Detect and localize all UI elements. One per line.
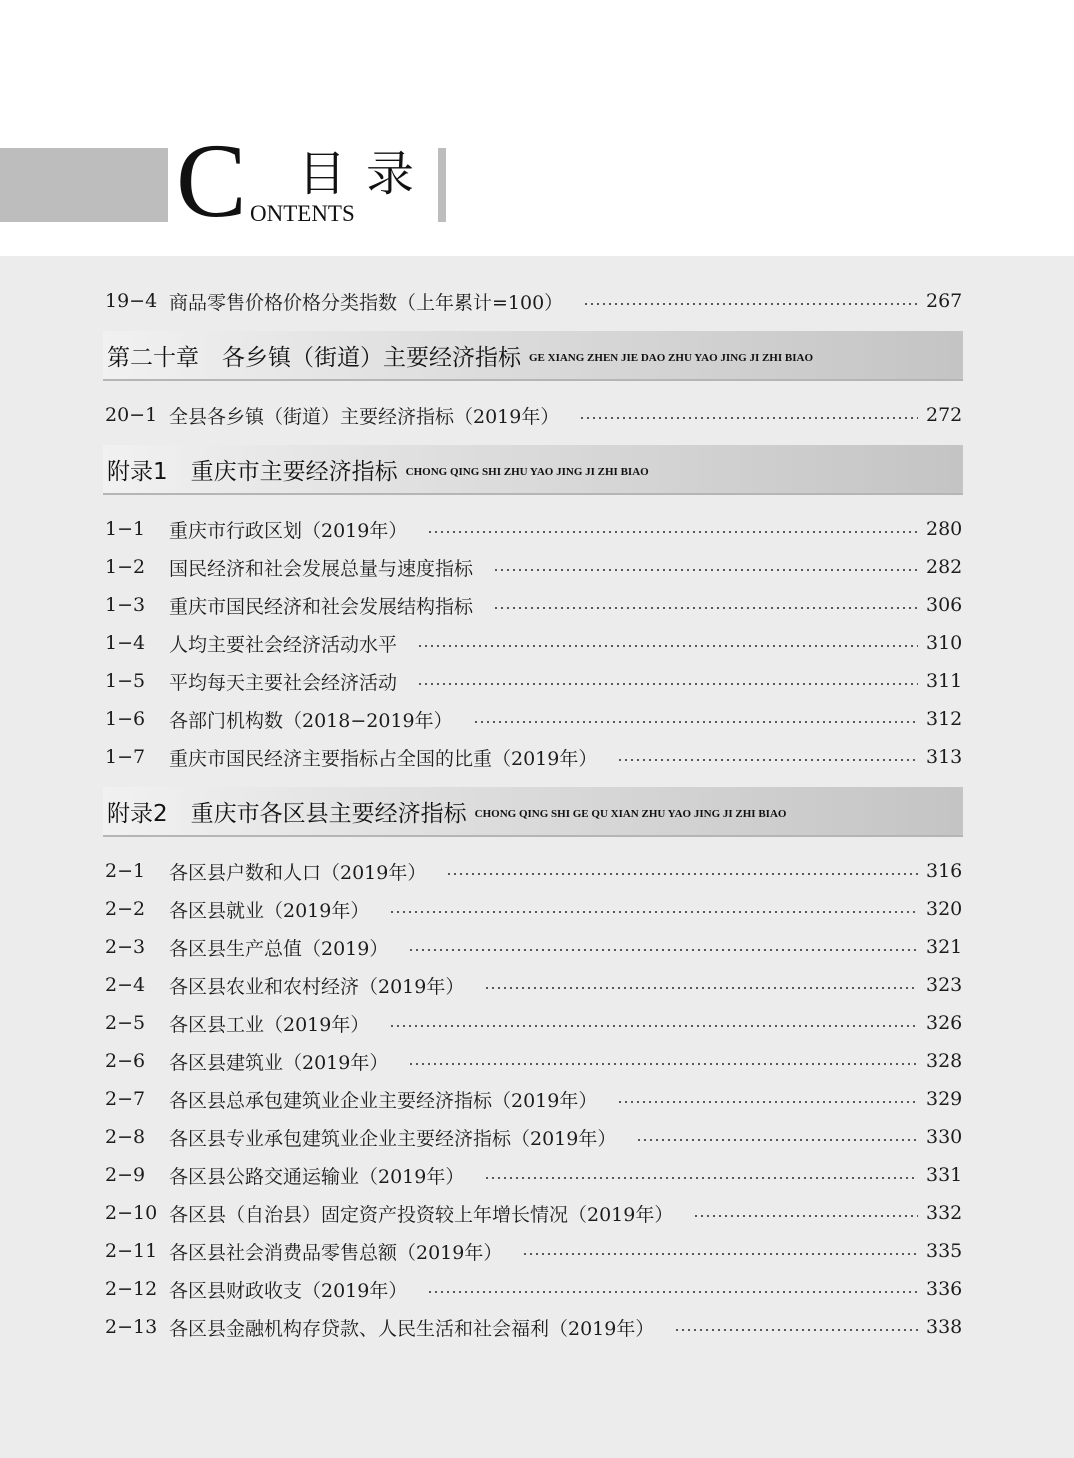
toc-leader-dots [693, 1215, 918, 1217]
toc-entry-title: 各区县专业承包建筑业企业主要经济指标（2019年） [169, 1127, 617, 1150]
toc-entry-page: 321 [926, 936, 963, 958]
toc-entry-page: 282 [926, 556, 963, 578]
toc-entry-page: 323 [926, 974, 963, 996]
toc-leader-dots [617, 759, 918, 761]
section-title-zh: 第二十章 各乡镇（街道）主要经济指标 [107, 344, 521, 371]
toc-entry-title: 各区县总承包建筑业企业主要经济指标（2019年） [169, 1089, 598, 1112]
section-title-en: CHONG QING SHI ZHU YAO JING JI ZHI BIAO [405, 466, 649, 478]
toc-entry[interactable] [105, 1312, 963, 1342]
toc-entry-page: 335 [926, 1240, 963, 1262]
toc-entry-page: 332 [926, 1202, 963, 1224]
toc-entry-title: 各区县（自治县）固定资产投资较上年增长情况（2019年） [169, 1203, 674, 1226]
toc-leader-dots [473, 721, 918, 723]
toc-entry-title: 全县各乡镇（街道）主要经济指标（2019年） [169, 405, 560, 428]
toc-entry[interactable] [105, 742, 963, 772]
section-header-chapter-20[interactable] [103, 331, 963, 381]
toc-entry-number: 1−3 [105, 594, 146, 616]
toc-entry-title: 各区县建筑业（2019年） [169, 1051, 389, 1074]
toc-entry[interactable] [105, 514, 963, 544]
toc-entry[interactable] [105, 286, 963, 316]
toc-entry[interactable] [105, 856, 963, 886]
section-header-appendix-1[interactable] [103, 445, 963, 495]
toc-entry-number: 1−7 [105, 746, 146, 768]
toc-entry-title: 各区县金融机构存贷款、人民生活和社会福利（2019年） [169, 1317, 655, 1340]
toc-entry-page: 313 [926, 746, 963, 768]
toc-leader-dots [636, 1139, 918, 1141]
toc-entry-title: 重庆市国民经济和社会发展结构指标 [169, 595, 474, 618]
toc-entry-page: 272 [926, 404, 963, 426]
toc-entry-title: 重庆市行政区划（2019年） [169, 519, 408, 542]
toc-leader-dots [417, 645, 918, 647]
toc-entry[interactable] [105, 704, 963, 734]
toc-entry-number: 2−7 [105, 1088, 146, 1110]
page-title-zh: 目录 [298, 146, 435, 202]
toc-entry[interactable] [105, 1160, 963, 1190]
toc-entry[interactable] [105, 1008, 963, 1038]
toc-entry-title: 各区县工业（2019年） [169, 1013, 370, 1036]
toc-entry-title: 商品零售价格价格分类指数（上年累计=100） [169, 291, 564, 314]
toc-entry-number: 2−9 [105, 1164, 146, 1186]
toc-entry[interactable] [105, 1084, 963, 1114]
page-title-en: ONTENTS [250, 201, 355, 226]
toc-entry-number: 2−1 [105, 860, 146, 882]
toc-entry-number: 1−6 [105, 708, 146, 730]
toc-entry-page: 267 [926, 290, 963, 312]
toc-entry-title: 各区县就业（2019年） [169, 899, 370, 922]
contents-big-letter: C [176, 122, 247, 239]
toc-entry-title: 各区县财政收支（2019年） [169, 1279, 408, 1302]
toc-entry-page: 312 [926, 708, 963, 730]
toc-entry-number: 2−3 [105, 936, 146, 958]
toc-entry-page: 306 [926, 594, 963, 616]
toc-entry-page: 338 [926, 1316, 963, 1338]
toc-entry-number: 2−6 [105, 1050, 146, 1072]
toc-entry[interactable] [105, 1274, 963, 1304]
toc-leader-dots [493, 607, 918, 609]
toc-entry-page: 320 [926, 898, 963, 920]
toc-entry-number: 20−1 [105, 404, 158, 426]
toc-entry-number: 2−5 [105, 1012, 146, 1034]
section-title-zh: 附录2 重庆市各区县主要经济指标 [107, 800, 467, 827]
toc-entry[interactable] [105, 894, 963, 924]
toc-entry[interactable] [105, 628, 963, 658]
toc-leader-dots [408, 1063, 918, 1065]
toc-leader-dots [484, 1177, 918, 1179]
toc-entry-page: 328 [926, 1050, 963, 1072]
toc-entry-title: 重庆市国民经济主要指标占全国的比重（2019年） [169, 747, 598, 770]
toc-entry-page: 280 [926, 518, 963, 540]
toc-leader-dots [389, 911, 918, 913]
header-gray-bar [0, 148, 168, 222]
toc-leader-dots [674, 1329, 918, 1331]
toc-entry-title: 各区县农业和农村经济（2019年） [169, 975, 465, 998]
section-header-appendix-2[interactable] [103, 787, 963, 837]
toc-leader-dots [417, 683, 918, 685]
toc-entry-page: 326 [926, 1012, 963, 1034]
toc-entry-number: 1−4 [105, 632, 146, 654]
toc-entry[interactable] [105, 1122, 963, 1152]
toc-leader-dots [446, 873, 918, 875]
toc-entry[interactable] [105, 1046, 963, 1076]
toc-leader-dots [617, 1101, 918, 1103]
toc-entry-number: 2−8 [105, 1126, 146, 1148]
toc-entry[interactable] [105, 400, 963, 430]
toc-leader-dots [493, 569, 918, 571]
toc-entry-page: 336 [926, 1278, 963, 1300]
toc-entry-title: 各区县公路交通运输业（2019年） [169, 1165, 465, 1188]
toc-leader-dots [484, 987, 918, 989]
toc-entry-title: 人均主要社会经济活动水平 [169, 633, 398, 656]
section-title-en: CHONG QING SHI GE QU XIAN ZHU YAO JING JI ZHI BIAO [474, 808, 787, 820]
toc-entry-page: 316 [926, 860, 963, 882]
toc-entry-page: 331 [926, 1164, 963, 1186]
toc-entry[interactable] [105, 1198, 963, 1228]
toc-entry-number: 2−13 [105, 1316, 158, 1338]
toc-entry[interactable] [105, 552, 963, 582]
toc-entry-page: 330 [926, 1126, 963, 1148]
toc-entry-number: 2−10 [105, 1202, 158, 1224]
toc-entry-title: 平均每天主要社会经济活动 [169, 671, 398, 694]
toc-entry-title: 国民经济和社会发展总量与速度指标 [169, 557, 474, 580]
toc-entry-number: 1−1 [105, 518, 146, 540]
toc-entry-page: 310 [926, 632, 963, 654]
toc-leader-dots [579, 417, 918, 419]
toc-entry-number: 2−2 [105, 898, 146, 920]
toc-leader-dots [522, 1253, 918, 1255]
toc-entry-page: 329 [926, 1088, 963, 1110]
toc-leader-dots [583, 303, 918, 305]
toc-entry[interactable] [105, 1236, 963, 1266]
toc-leader-dots [389, 1025, 918, 1027]
section-title-zh: 附录1 重庆市主要经济指标 [107, 458, 398, 485]
toc-entry-number: 2−11 [105, 1240, 158, 1262]
header-accent-bar [438, 148, 446, 222]
toc-entry-title: 各区县社会消费品零售总额（2019年） [169, 1241, 503, 1264]
toc-entry[interactable] [105, 932, 963, 962]
section-title-en: GE XIANG ZHEN JIE DAO ZHU YAO JING JI ZHI BIAO [529, 352, 814, 364]
toc-entry-title: 各区县户数和人口（2019年） [169, 861, 427, 884]
toc-leader-dots [427, 1291, 918, 1293]
toc-entry-number: 2−12 [105, 1278, 158, 1300]
toc-entry[interactable] [105, 666, 963, 696]
toc-entry-number: 1−2 [105, 556, 146, 578]
toc-entry-number: 1−5 [105, 670, 146, 692]
toc-entry-title: 各区县生产总值（2019） [169, 937, 389, 960]
toc-leader-dots [408, 949, 918, 951]
toc-entry-number: 2−4 [105, 974, 146, 996]
toc-entry-page: 311 [926, 670, 963, 692]
toc-entry-title: 各部门机构数（2018−2019年） [169, 709, 453, 732]
toc-entry-number: 19−4 [105, 290, 158, 312]
toc-entry[interactable] [105, 970, 963, 1000]
toc-entry[interactable] [105, 590, 963, 620]
toc-leader-dots [427, 531, 918, 533]
